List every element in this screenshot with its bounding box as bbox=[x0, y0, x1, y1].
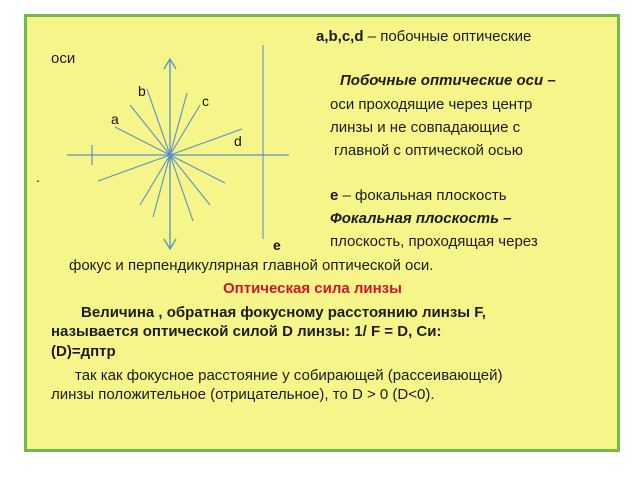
caption-line1 bbox=[316, 28, 531, 46]
def2-line2: фокус и перпендикулярная главной оптической оси. bbox=[69, 257, 434, 274]
def1-line3: главной с оптической осью bbox=[334, 142, 523, 159]
def2-e-line bbox=[330, 187, 507, 205]
slide bbox=[24, 14, 620, 452]
power-line3: (D)=дптр bbox=[51, 343, 116, 360]
power-heading: Оптическая сила линзы bbox=[223, 280, 402, 297]
label-a: a bbox=[111, 111, 119, 127]
label-d: d bbox=[234, 133, 242, 149]
def1-term: Побочные оптические оси bbox=[340, 72, 544, 89]
power-line1: Величина , обратная фокусному расстоянию линзы F, bbox=[81, 304, 486, 321]
power-note1: так как фокусное расстояние у собирающей (рассеивающей) bbox=[75, 367, 503, 384]
power-note2: линзы положительное (отрицательное), то D > 0 (D<0). bbox=[51, 386, 435, 403]
label-b: b bbox=[138, 83, 146, 99]
caption-title-bold: a,b,c,d bbox=[316, 28, 364, 45]
def2-e-rest: – фокальная плоскость bbox=[338, 187, 507, 204]
def1-line2: линзы и не совпадающие с bbox=[330, 119, 521, 136]
def1-term-line bbox=[340, 72, 556, 90]
def2-e-bold: е bbox=[330, 187, 339, 204]
caption-title-rest: – побочные оптические bbox=[363, 28, 532, 45]
def2-line1: плоскость, проходящая через bbox=[330, 233, 538, 250]
label-c: c bbox=[202, 93, 209, 109]
power-line2: называется оптической силой D линзы: 1/ F = D, Си: bbox=[51, 323, 442, 340]
def2-term: Фокальная плоскость – bbox=[330, 210, 512, 227]
caption-line2: оси bbox=[51, 50, 76, 67]
def1-dash: – bbox=[543, 72, 556, 89]
label-e: e bbox=[273, 237, 281, 253]
def1-line1: оси проходящие через центр bbox=[330, 96, 533, 113]
stray-dot: . bbox=[36, 169, 40, 185]
